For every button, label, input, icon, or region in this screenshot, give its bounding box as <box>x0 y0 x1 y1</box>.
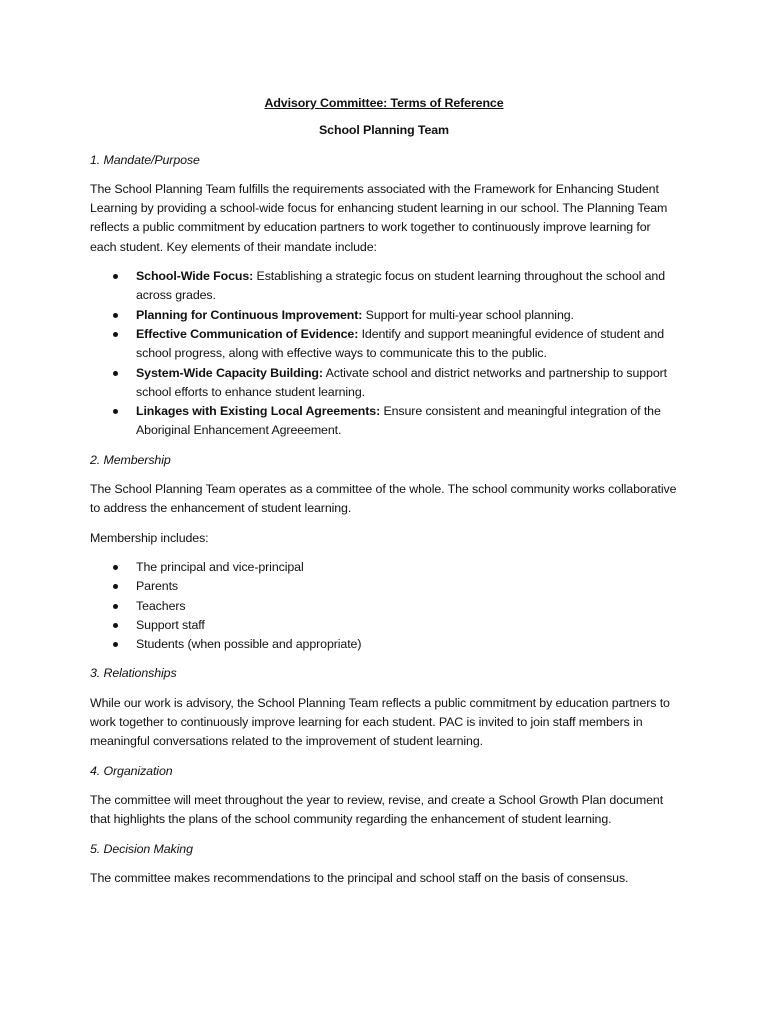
organization-text: The committee will meet throughout the year to review, revise, and create a School Growth Plan document that highlights the plans of the school community regarding the enhancement of student learning. <box>90 792 664 827</box>
list-item <box>90 402 678 441</box>
bullet-icon <box>113 584 118 589</box>
membership-includes-label: Membership includes: <box>90 530 209 545</box>
document-subtitle: School Planning Team <box>319 123 449 138</box>
item-text: Activate school and district networks and partnership to support school efforts to enhance student learning. <box>136 365 667 399</box>
item-text: Identify and support meaningful evidence of student and school progress, along with effective ways to communicate this to the public. <box>136 326 664 361</box>
bullet-icon <box>113 642 118 647</box>
bullet-icon <box>113 332 118 337</box>
decision-text: The committee makes recommendations to the principal and school staff on the basis of consensus. <box>90 870 629 885</box>
member-item: Teachers <box>136 598 186 613</box>
member-item: Support staff <box>136 617 205 632</box>
list-item <box>90 577 678 596</box>
section-heading-mandate: 1. Mandate/Purpose <box>90 152 200 167</box>
bullet-icon <box>113 274 118 279</box>
item-text: Establishing a strategic focus on student learning throughout the school and across grades. <box>136 269 665 303</box>
list-item <box>90 616 678 635</box>
section-heading-membership: 2. Membership <box>90 452 171 467</box>
section-heading-organization: 4. Organization <box>90 763 173 778</box>
item-term: Effective Communication of Evidence: <box>136 326 359 341</box>
list-item <box>90 558 678 577</box>
list-item <box>90 306 678 325</box>
list-item <box>90 635 678 654</box>
bullet-icon <box>113 623 118 628</box>
section-heading-relationships: 3. Relationships <box>90 666 177 681</box>
relationships-text: While our work is advisory, the School Planning Team reflects a public commitment by education partners to work together to continuously improve learning for each student. PAC is invited to join staff members in meaningful conversations related to the improvement of student learning. <box>90 695 670 749</box>
item-term: School-Wide Focus: <box>136 269 254 284</box>
membership-intro: The School Planning Team operates as a committee of the whole. The school community works collaborative to address the enhancement of student learning. <box>90 482 677 516</box>
item-text: Support for multi-year school planning. <box>362 307 574 322</box>
list-item <box>90 597 678 616</box>
bullet-icon <box>113 604 118 609</box>
item-term: Planning for Continuous Improvement: <box>136 307 363 322</box>
list-item <box>90 267 678 306</box>
member-item: Parents <box>136 579 179 594</box>
member-item: The principal and vice-principal <box>136 559 304 574</box>
bullet-icon <box>113 565 118 570</box>
list-item <box>90 325 678 364</box>
bullet-icon <box>113 313 118 318</box>
mandate-intro: The School Planning Team fulfills the requirements associated with the Framework for Enhancing Student Learning by providing a school-wide focus for enhancing student learning in our school. The Planning Team reflects a public commitment by education partners to work together to continuously improve learning for each student. Key elements of their mandate include: <box>90 181 668 254</box>
member-item: Students (when possible and appropriate) <box>136 637 362 652</box>
item-term: System-Wide Capacity Building: <box>136 365 323 380</box>
document-title: Advisory Committee: Terms of Reference <box>264 96 504 110</box>
bullet-icon <box>113 409 118 414</box>
bullet-icon <box>113 371 118 376</box>
section-heading-decision: 5. Decision Making <box>90 841 193 856</box>
list-item <box>90 364 678 403</box>
item-text: Ensure consistent and meaningful integration of the Aboriginal Enhancement Agreeement. <box>136 404 661 438</box>
membership-list <box>90 558 678 654</box>
mandate-list <box>90 267 678 441</box>
item-term: Linkages with Existing Local Agreements: <box>136 404 381 419</box>
